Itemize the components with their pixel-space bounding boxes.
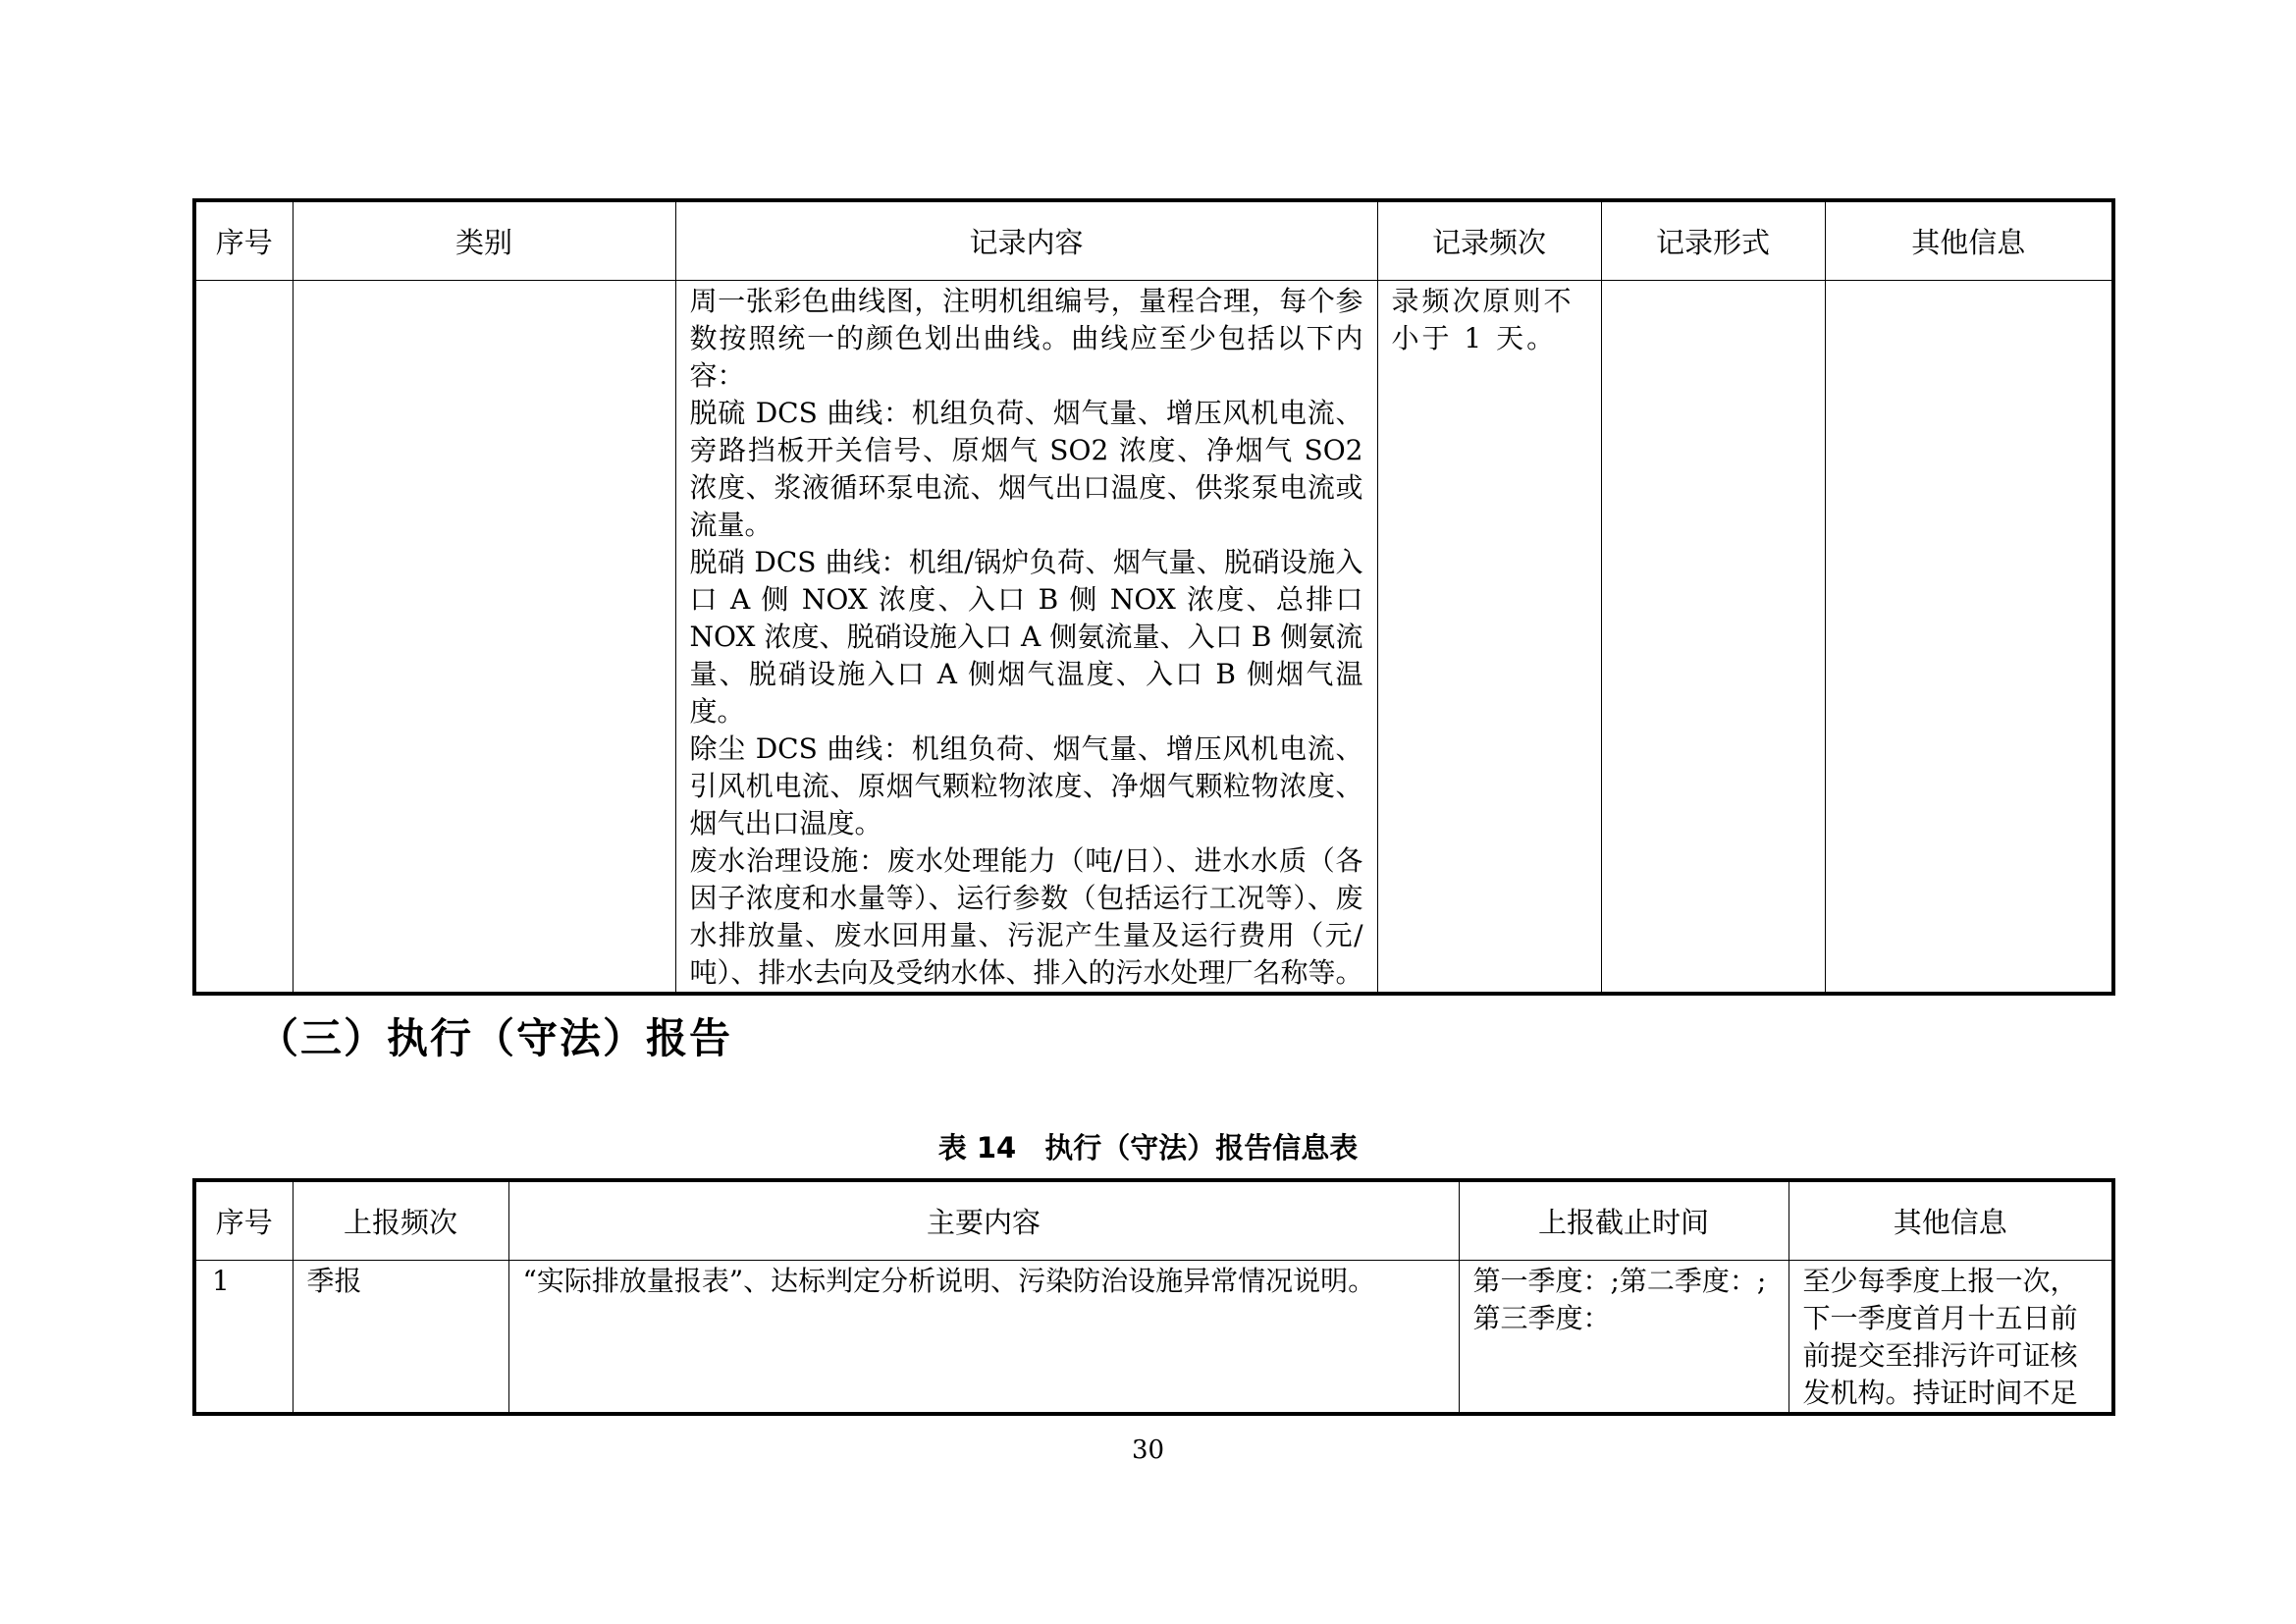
- cell-record-form: [1601, 281, 1825, 995]
- column-header-deadline: 上报截止时间: [1459, 1180, 1789, 1261]
- table-header-row: [194, 200, 2113, 281]
- column-header-main-content: 主要内容: [508, 1180, 1459, 1261]
- content-paragraph: 脱硝 DCS 曲线：机组/锅炉负荷、烟气量、脱硝设施入口 A 侧 NOX 浓度、入口 B 侧 NOX 浓度、总排口 NOX 浓度、脱硝设施入口 A 侧氨流量、入口 B 侧氨流量、脱硝设施入口 A 侧烟气温度、入口 B 侧烟气温度。: [689, 546, 1363, 728]
- content-paragraph: 废水治理设施：废水处理能力（吨/日）、进水水质（各因子浓度和水量等）、运行参数（包括运行工况等）、废水排放量、废水回用量、污泥产生量及运行费用（元/吨）、排水去向及受纳水体、排入的污水处理厂名称等。: [689, 844, 1363, 989]
- cell-index: [194, 281, 293, 995]
- column-header-index: 序号: [194, 1180, 293, 1261]
- table-row: [194, 281, 2113, 995]
- table-header-row: [194, 1180, 2113, 1261]
- cell-other-info: 至少每季度上报一次，下一季度首月十五日前前提交至排污许可证核发机构。持证时间不足: [1789, 1261, 2113, 1415]
- column-header-record-frequency: 记录频次: [1377, 200, 1601, 281]
- cell-other-info: [1825, 281, 2113, 995]
- cell-category: [293, 281, 675, 995]
- cell-deadline: 第一季度：;第二季度：;第三季度：: [1459, 1261, 1789, 1415]
- content-paragraph: 除尘 DCS 曲线：机组负荷、烟气量、增压风机电流、引风机电流、原烟气颗粒物浓度、净烟气颗粒物浓度、烟气出口温度。: [689, 732, 1363, 839]
- cell-record-content: [675, 281, 1377, 995]
- column-header-record-content: 记录内容: [675, 200, 1377, 281]
- column-header-record-form: 记录形式: [1601, 200, 1825, 281]
- record-content-table: [192, 198, 2115, 996]
- page-number: 30: [1131, 1435, 1165, 1465]
- content-paragraph: 周一张彩色曲线图，注明机组编号，量程合理，每个参数按照统一的颜色划出曲线。曲线应至少包括以下内容：: [689, 285, 1363, 392]
- section-heading: （三）执行（守法）报告: [257, 1014, 733, 1062]
- content-paragraph: 脱硫 DCS 曲线：机组负荷、烟气量、增压风机电流、旁路挡板开关信号、原烟气 SO2 浓度、净烟气 SO2 浓度、浆液循环泵电流、烟气出口温度、供浆泵电流或流量。: [689, 397, 1363, 541]
- column-header-index: 序号: [194, 200, 293, 281]
- column-header-other-info: 其他信息: [1789, 1180, 2113, 1261]
- compliance-report-table: [192, 1178, 2115, 1416]
- table-row: [194, 1261, 2113, 1415]
- column-header-report-frequency: 上报频次: [293, 1180, 508, 1261]
- table-caption: 表 14 执行（守法）报告信息表: [937, 1131, 1359, 1164]
- column-header-category: 类别: [293, 200, 675, 281]
- cell-record-frequency: 录频次原则不小于 1 天。: [1377, 281, 1601, 995]
- column-header-other-info: 其他信息: [1825, 200, 2113, 281]
- cell-report-frequency: 季报: [293, 1261, 508, 1415]
- cell-index: 1: [194, 1261, 293, 1415]
- cell-main-content: “实际排放量报表”、达标判定分析说明、污染防治设施异常情况说明。: [508, 1261, 1459, 1415]
